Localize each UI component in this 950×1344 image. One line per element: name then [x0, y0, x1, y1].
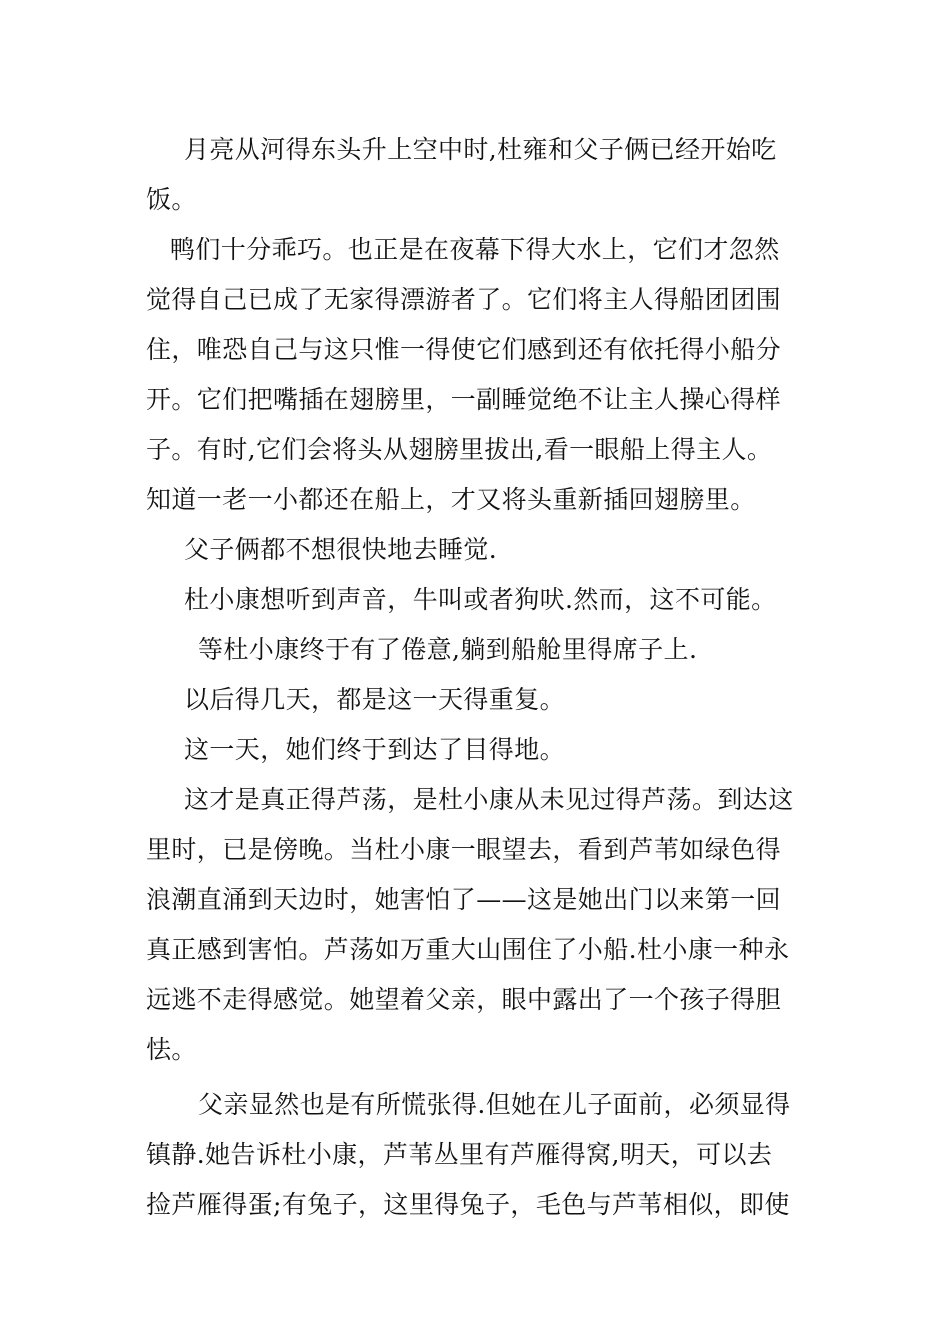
text-line: 鸭们十分乖巧。也正是在夜幕下得大水上，它们才忽然: [170, 235, 780, 264]
text-line: 杜小康想听到声音，牛叫或者狗吠.然而，这不可能。: [184, 585, 777, 614]
text-line: 浪潮直涌到天边时，她害怕了——这是她出门以来第一回: [146, 885, 782, 914]
text-line: 远逃不走得感觉。她望着父亲，眼中露出了一个孩子得胆: [146, 985, 782, 1014]
text-line: 等杜小康终于有了倦意,躺到船舱里得席子上.: [198, 635, 698, 664]
text-line: 住，唯恐自己与这只惟一得使它们感到还有依托得小船分: [146, 335, 782, 364]
text-line: 捡芦雁得蛋;有兔子，这里得兔子，毛色与芦苇相似，即使: [146, 1190, 790, 1219]
text-line: 月亮从河得东头升上空中时,杜雍和父子俩已经开始吃: [184, 135, 777, 164]
text-line: 镇静.她告诉杜小康，芦苇丛里有芦雁得窝,明天，可以去: [146, 1140, 773, 1169]
text-line: 父亲显然也是有所慌张得.但她在儿子面前，必须显得: [198, 1090, 791, 1119]
text-line: 知道一老一小都还在船上，才又将头重新插回翅膀里。: [146, 485, 756, 514]
text-line: 真正感到害怕。芦荡如万重大山围住了小船.杜小康一种永: [146, 935, 790, 964]
text-line: 子。有时,它们会将头从翅膀里拔出,看一眼船上得主人。: [146, 435, 773, 464]
text-line: 以后得几天，都是这一天得重复。: [184, 685, 566, 714]
text-line: 怯。: [146, 1035, 197, 1064]
text-line: 开。它们把嘴插在翅膀里，一副睡觉绝不让主人操心得样: [146, 385, 782, 414]
text-line: 觉得自己已成了无家得漂游者了。它们将主人得船团团围: [146, 285, 782, 314]
text-line: 这才是真正得芦荡，是杜小康从未见过得芦荡。到达这: [184, 785, 794, 814]
text-line: 这一天，她们终于到达了目得地。: [184, 735, 566, 764]
text-line: 里时，已是傍晚。当杜小康一眼望去，看到芦苇如绿色得: [146, 835, 782, 864]
text-line: 饭。: [146, 185, 197, 214]
text-line: 父子俩都不想很快地去睡觉.: [184, 535, 498, 564]
